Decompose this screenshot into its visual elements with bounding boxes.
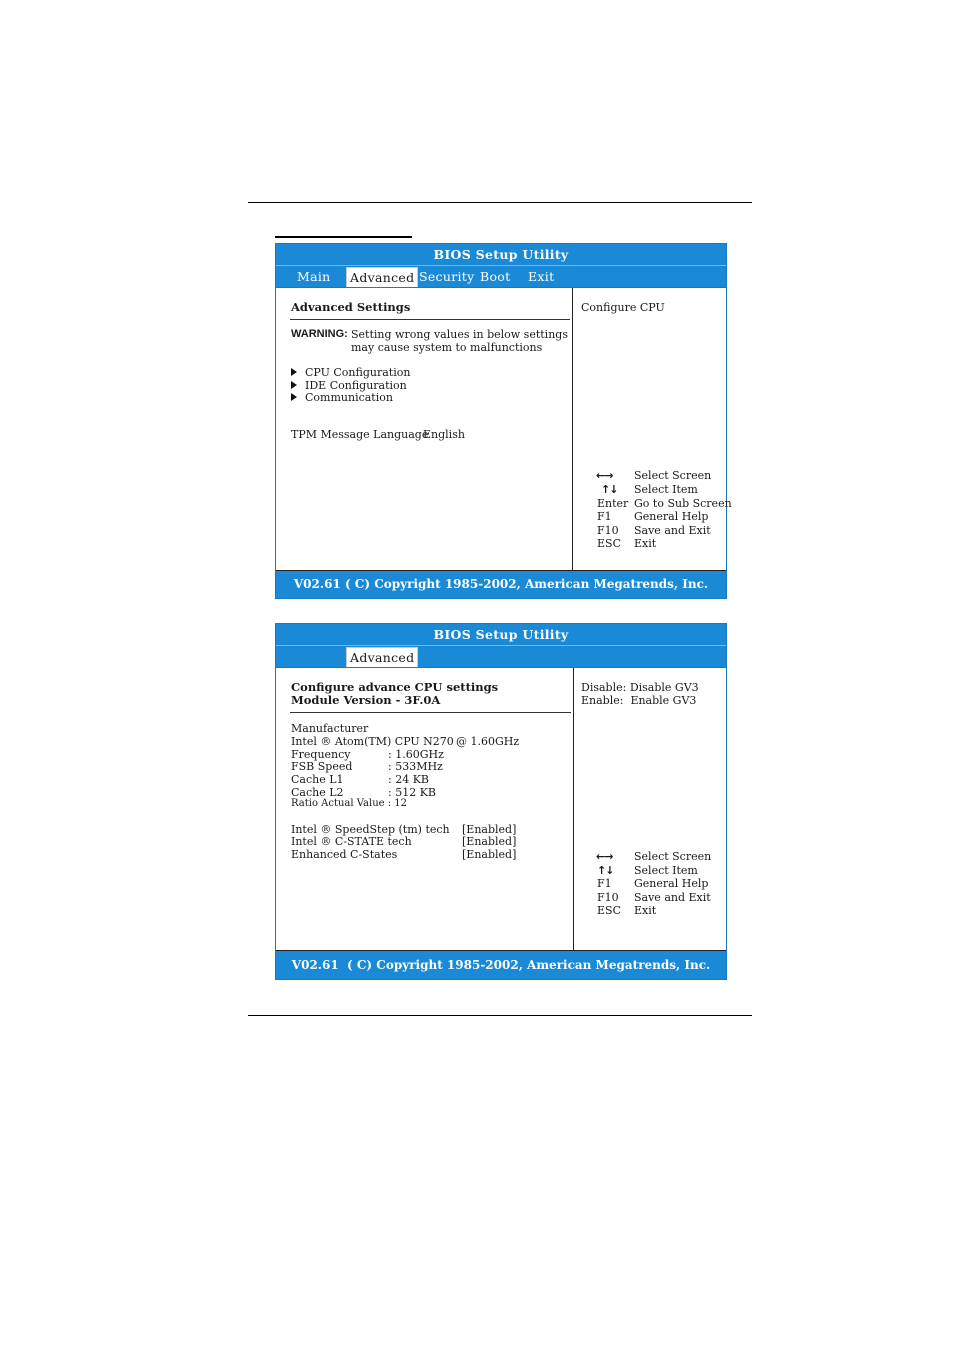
submenu-label: IDE Configuration xyxy=(305,379,407,392)
heading-divider xyxy=(290,712,571,713)
cpu-speed: @ 1.60GHz xyxy=(456,735,520,748)
spec-label: FSB Speed xyxy=(291,760,353,773)
caption-underline xyxy=(275,236,412,238)
module-version: Module Version - 3F.0A xyxy=(291,693,441,707)
submenu-label: CPU Configuration xyxy=(305,366,411,379)
spec-label: Frequency xyxy=(291,748,351,761)
bottom-rule xyxy=(248,1015,752,1016)
key-action: General Help xyxy=(634,510,709,523)
warning-label: WARNING: xyxy=(291,328,348,340)
copyright-footer: V02.61 ( C) Copyright 1985-2002, American Megatrends, Inc. xyxy=(276,950,726,979)
warning-text-line1: Setting wrong values in below settings xyxy=(351,328,568,341)
bios-title: BIOS Setup Utility xyxy=(276,624,726,645)
tpm-language-label: TPM Message Language xyxy=(291,428,429,441)
bios-menu-bar xyxy=(276,645,726,667)
tab-security[interactable]: Security xyxy=(419,269,475,284)
tab-boot[interactable]: Boot xyxy=(480,269,511,284)
section-heading: Advanced Settings xyxy=(291,300,411,314)
option-label: Intel ® SpeedStep (tm) tech xyxy=(291,823,450,836)
settings-pane xyxy=(276,288,573,570)
spec-label: Cache L1 xyxy=(291,773,344,786)
key-action: Exit xyxy=(634,904,657,917)
key-label: F10 xyxy=(597,891,619,904)
spec-value: : 24 KB xyxy=(388,773,429,786)
help-pane xyxy=(573,288,732,570)
ratio-actual-value: Ratio Actual Value : 12 xyxy=(291,798,408,809)
help-text-line2: Enable: Enable GV3 xyxy=(581,694,697,707)
key-action: Select Screen xyxy=(634,850,712,863)
tab-advanced[interactable]: Advanced xyxy=(346,267,418,288)
bios-body xyxy=(276,287,732,570)
up-down-arrows-icon: ↑↓ xyxy=(597,864,614,877)
key-label: F10 xyxy=(597,524,619,537)
submenu-arrow-icon xyxy=(291,368,297,376)
key-label: Enter xyxy=(597,497,629,510)
key-action: Go to Sub Screen xyxy=(634,497,732,510)
key-action: Exit xyxy=(634,537,657,550)
key-label: F1 xyxy=(597,510,612,523)
key-action: General Help xyxy=(634,877,709,890)
key-action: Save and Exit xyxy=(634,524,711,537)
left-right-arrows-icon: ←→ xyxy=(596,850,613,863)
submenu-arrow-icon xyxy=(291,381,297,389)
copyright-footer: V02.61 ( C) Copyright 1985-2002, American Megatrends, Inc. xyxy=(276,570,726,598)
option-value-enhanced-cstates[interactable]: [Enabled] xyxy=(462,848,517,861)
key-label: ESC xyxy=(597,537,621,550)
tab-advanced[interactable]: Advanced xyxy=(346,647,418,668)
key-label: F1 xyxy=(597,877,612,890)
key-label: ESC xyxy=(597,904,621,917)
up-down-arrows-icon: ↑↓ xyxy=(601,483,618,496)
top-rule xyxy=(248,202,752,203)
tab-exit[interactable]: Exit xyxy=(528,269,555,284)
submenu-cpu-configuration[interactable] xyxy=(291,366,410,379)
key-action: Select Item xyxy=(634,483,698,496)
spec-label: Cache L2 xyxy=(291,786,344,799)
bios-title: BIOS Setup Utility xyxy=(276,244,726,265)
submenu-communication[interactable] xyxy=(291,391,393,404)
spec-value: : 1.60GHz xyxy=(388,748,444,761)
left-right-arrows-icon: ←→ xyxy=(596,469,613,482)
option-label: Enhanced C-States xyxy=(291,848,398,861)
bios-screen-advanced xyxy=(275,243,732,599)
cpu-name: Intel ® Atom(TM) CPU N270 xyxy=(291,735,454,748)
section-heading: Configure advance CPU settings xyxy=(291,680,499,694)
warning-text-line2: may cause system to malfunctions xyxy=(351,341,543,354)
option-value-cstate[interactable]: [Enabled] xyxy=(462,835,517,848)
tab-main[interactable]: Main xyxy=(297,269,331,284)
spec-value: : 533MHz xyxy=(388,760,443,773)
option-label: Intel ® C-STATE tech xyxy=(291,835,412,848)
key-action: Select Screen xyxy=(634,469,712,482)
submenu-arrow-icon xyxy=(291,393,297,401)
heading-divider xyxy=(290,319,570,320)
tpm-language-value[interactable]: English xyxy=(423,428,465,441)
key-action: Select Item xyxy=(634,864,698,877)
submenu-label: Communication xyxy=(305,391,393,404)
bios-menu-bar xyxy=(276,265,726,287)
bios-body xyxy=(276,667,726,950)
option-value-speedstep[interactable]: [Enabled] xyxy=(462,823,517,836)
help-pane xyxy=(574,668,726,950)
key-action: Save and Exit xyxy=(634,891,711,904)
bios-screen-cpu-configuration xyxy=(275,623,727,980)
manufacturer-label: Manufacturer xyxy=(291,722,369,735)
settings-pane xyxy=(276,668,574,950)
help-text-line1: Disable: Disable GV3 xyxy=(581,681,699,694)
help-text: Configure CPU xyxy=(581,301,665,314)
spec-value: : 512 KB xyxy=(388,786,436,799)
